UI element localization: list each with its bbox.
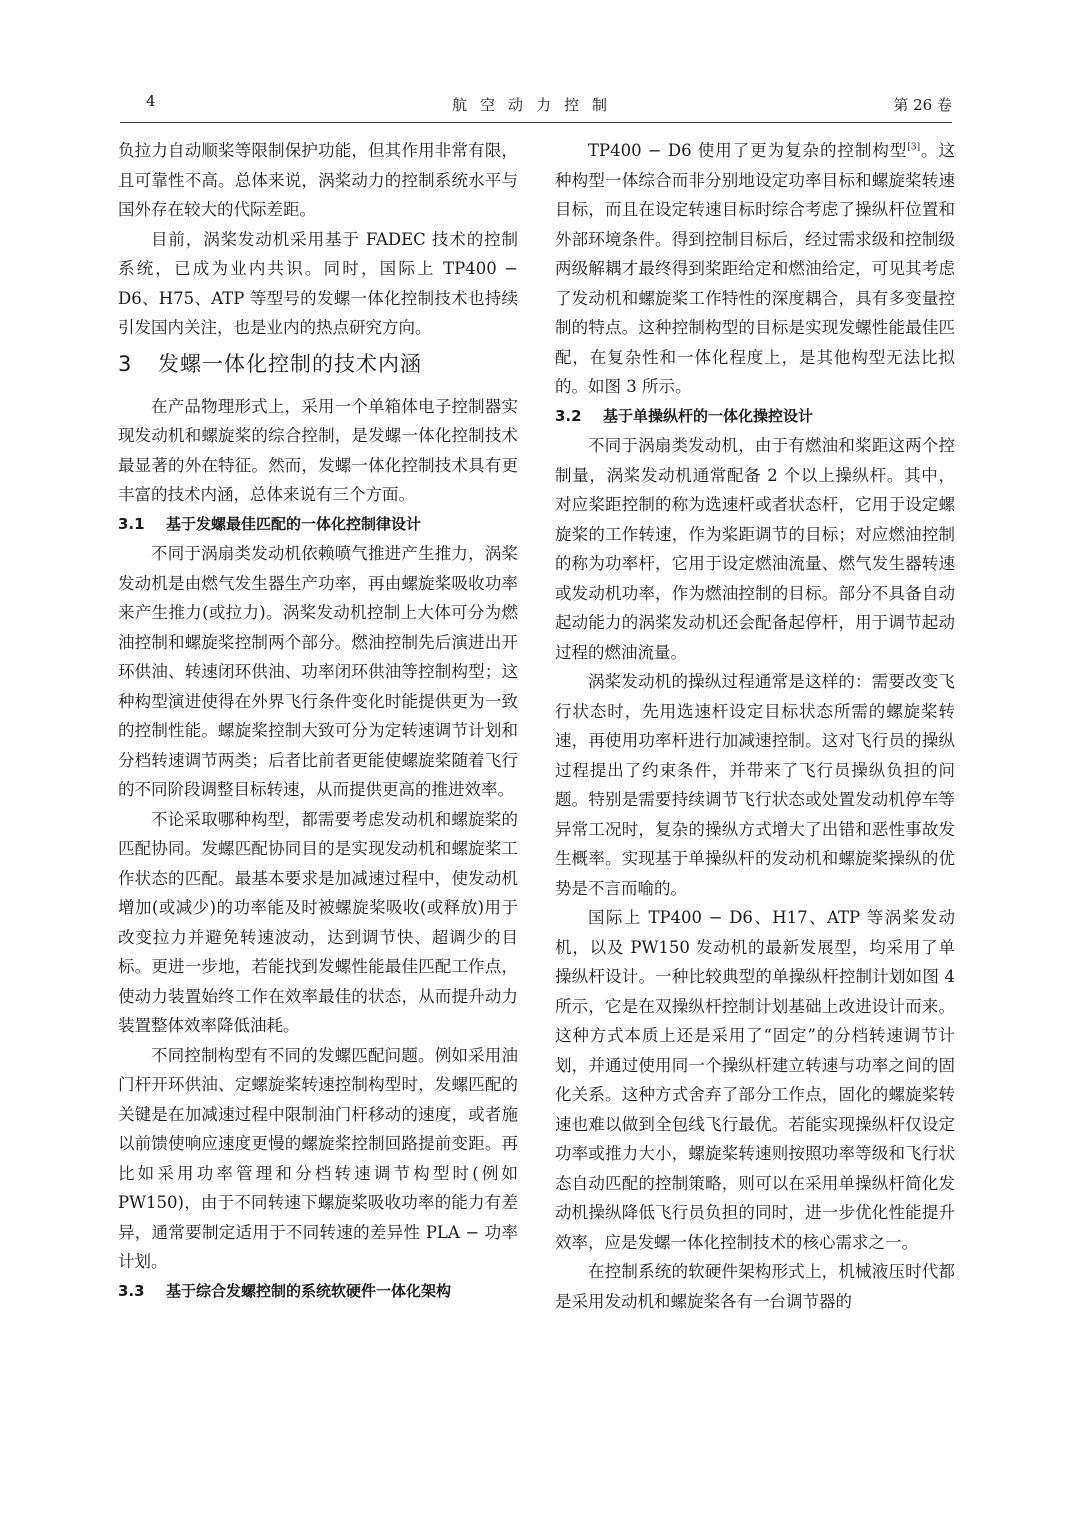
subsection-heading-3-2 [555,402,955,432]
paragraph [555,136,955,402]
paragraph: 不论采取哪种构型，都需要考虑发动机和螺旋桨的匹配协同。发螺匹配协同目的是实现发动机和螺旋桨工作状态的匹配。最基本要求是加减速过程中，使发动机增加(或减少)的功率能及时被螺旋桨吸收(或释放)用于改变拉力并避免转速波动，达到调节快、超调少的目标。更进一步地，若能找到发螺性能最佳匹配工作点，使动力装置始终工作在效率最佳的状态，从而提升动力装置整体效率降低油耗。 [118,809,518,1035]
citation-ref: [3] [907,142,921,153]
journal-title: 航空动力控制 [451,96,620,114]
paragraph: 国际上 TP400 − D6、H17、ATP 等涡桨发动机，以及 PW150 发动机的最新发展型，均采用了单操纵杆设计。一种比较典型的单操纵杆控制计划如图 4 所示，它是在双操纵杆控制计划基础上改进设计而来。这种方式本质上还是采用了“固定”的分档转速调节计划，并通过使用同一个操纵杆建立转速与功率之间的固化关系。这种方式舍弃了部分工作点，固化的螺旋桨转速也难以做到全包线飞行最优。若能实现操纵杆仅设定功率或推力大小，螺旋桨转速则按照功率等级和飞行状态自动匹配的控制策略，则可以在采用单操纵杆简化发动机操纵降低飞行员负担的同时，进一步优化性能提升效率，应是发螺一体化控制技术的核心需求之一。 [555,908,955,1252]
subsection-number: 3.3 [118,1281,145,1300]
paragraph: 在产品物理形式上，采用一个单箱体电子控制器实现发动机和螺旋桨的综合控制，是发螺一体化控制技术最显著的外在特征。然而，发螺一体化控制技术具有更丰富的技术内涵，总体来说有三个方面。 [118,396,518,504]
paragraph: 在控制系统的软硬件架构形式上，机械液压时代都是采用发动机和螺旋桨各有一台调节器的 [555,1262,955,1311]
section-title: 发螺一体化控制的技术内涵 [158,351,422,376]
paragraph: 目前，涡桨发动机采用基于 FADEC 技术的控制系统，已成为业内共识。同时，国际上 TP400 − D6、H75、ATP 等型号的发螺一体化控制技术也持续引发国内关注，也是业内的热点研究方向。 [118,229,518,337]
paragraph: 不同于涡扇类发动机，由于有燃油和桨距这两个控制量，涡桨发动机通常配备 2 个以上操纵杆。其中，对应桨距控制的称为选速杆或者状态杆，它用于设定螺旋桨的工作转速，作为桨距调节的目标；对应燃油控制的称为功率杆，它用于设定燃油流量、燃气发生器转速或发动机功率，作为燃油控制的目标。部分不具备自动起动能力的涡桨发动机还会配备起停杆，用于调节起动过程的燃油流量。 [555,436,955,662]
page-number: 4 [146,92,156,110]
subsection-heading-3-1 [118,510,518,540]
paragraph-text: 。这种构型一体综合而非分别地设定功率目标和螺旋桨转速目标，而且在设定转速目标时综合考虑了操纵杆位置和外部环境条件。得到控制目标后，经过需求级和控制级两级解耦才最终得到桨距给定和燃油给定，可见其考虑了发动机和螺旋桨工作特性的深度耦合，具有多变量控制的特点。这种控制构型的目标是实现发螺性能最佳匹配，在复杂性和一体化程度上，是其他构型无法比拟的。如图 3 所示。 [555,141,956,396]
right-column [555,136,955,1316]
left-column [118,136,518,1306]
volume-label: 第 26 卷 [893,96,952,114]
paragraph-text: TP400 − D6 使用了更为复杂的控制构型 [588,141,908,160]
paragraph: 负拉力自动顺桨等限制保护功能，但其作用非常有限，且可靠性不高。总体来说，涡桨动力的控制系统水平与国外存在较大的代际差距。 [118,141,518,219]
subsection-number: 3.1 [118,514,145,533]
section-heading-3 [118,349,518,379]
paragraph: 不同于涡扇类发动机依赖喷气推进产生推力，涡桨发动机是由燃气发生器生产功率，再由螺旋桨吸收功率来产生推力(或拉力)。涡桨发动机控制上大体可分为燃油控制和螺旋桨控制两个部分。燃油控制先后演进出开环供油、转速闭环供油、功率闭环供油等控制构型；这种构型演进使得在外界飞行条件变化时能提供更为一致的控制性能。螺旋桨控制大致可分为定转速调节计划和分档转速调节两类；后者比前者更能使螺旋桨随着飞行的不同阶段调整目标转速，从而提供更高的推进效率。 [118,544,518,799]
subsection-title: 基于单操纵杆的一体化操控设计 [603,406,814,425]
section-number: 3 [118,351,133,376]
subsection-heading-3-3 [118,1277,518,1307]
running-header [120,92,952,123]
subsection-title: 基于发螺最佳匹配的一体化控制律设计 [166,514,422,533]
subsection-title: 基于综合发螺控制的系统软硬件一体化架构 [166,1281,452,1300]
paragraph: 涡桨发动机的操纵过程通常是这样的：需要改变飞行状态时，先用选速杆设定目标状态所需的螺旋桨转速，再使用功率杆进行加减速控制。这对飞行员的操纵过程提出了约束条件，并带来了飞行员操纵负担的问题。特别是需要持续调节飞行状态或处置发动机停车等异常工况时，复杂的操纵方式增大了出错和恶性事故发生概率。实现基于单操纵杆的发动机和螺旋桨操纵的优势是不言而喻的。 [555,672,955,898]
paragraph: 不同控制构型有不同的发螺匹配问题。例如采用油门杆开环供油、定螺旋桨转速控制构型时，发螺匹配的关键是在加减速过程中限制油门杆移动的速度，或者施以前馈使响应速度更慢的螺旋桨控制回路提前变距。再比如采用功率管理和分档转速调节构型时(例如 PW150)，由于不同转速下螺旋桨吸收功率的能力有差异，通常要制定适用于不同转速的差异性 PLA − 功率计划。 [118,1045,518,1271]
subsection-number: 3.2 [555,406,582,425]
